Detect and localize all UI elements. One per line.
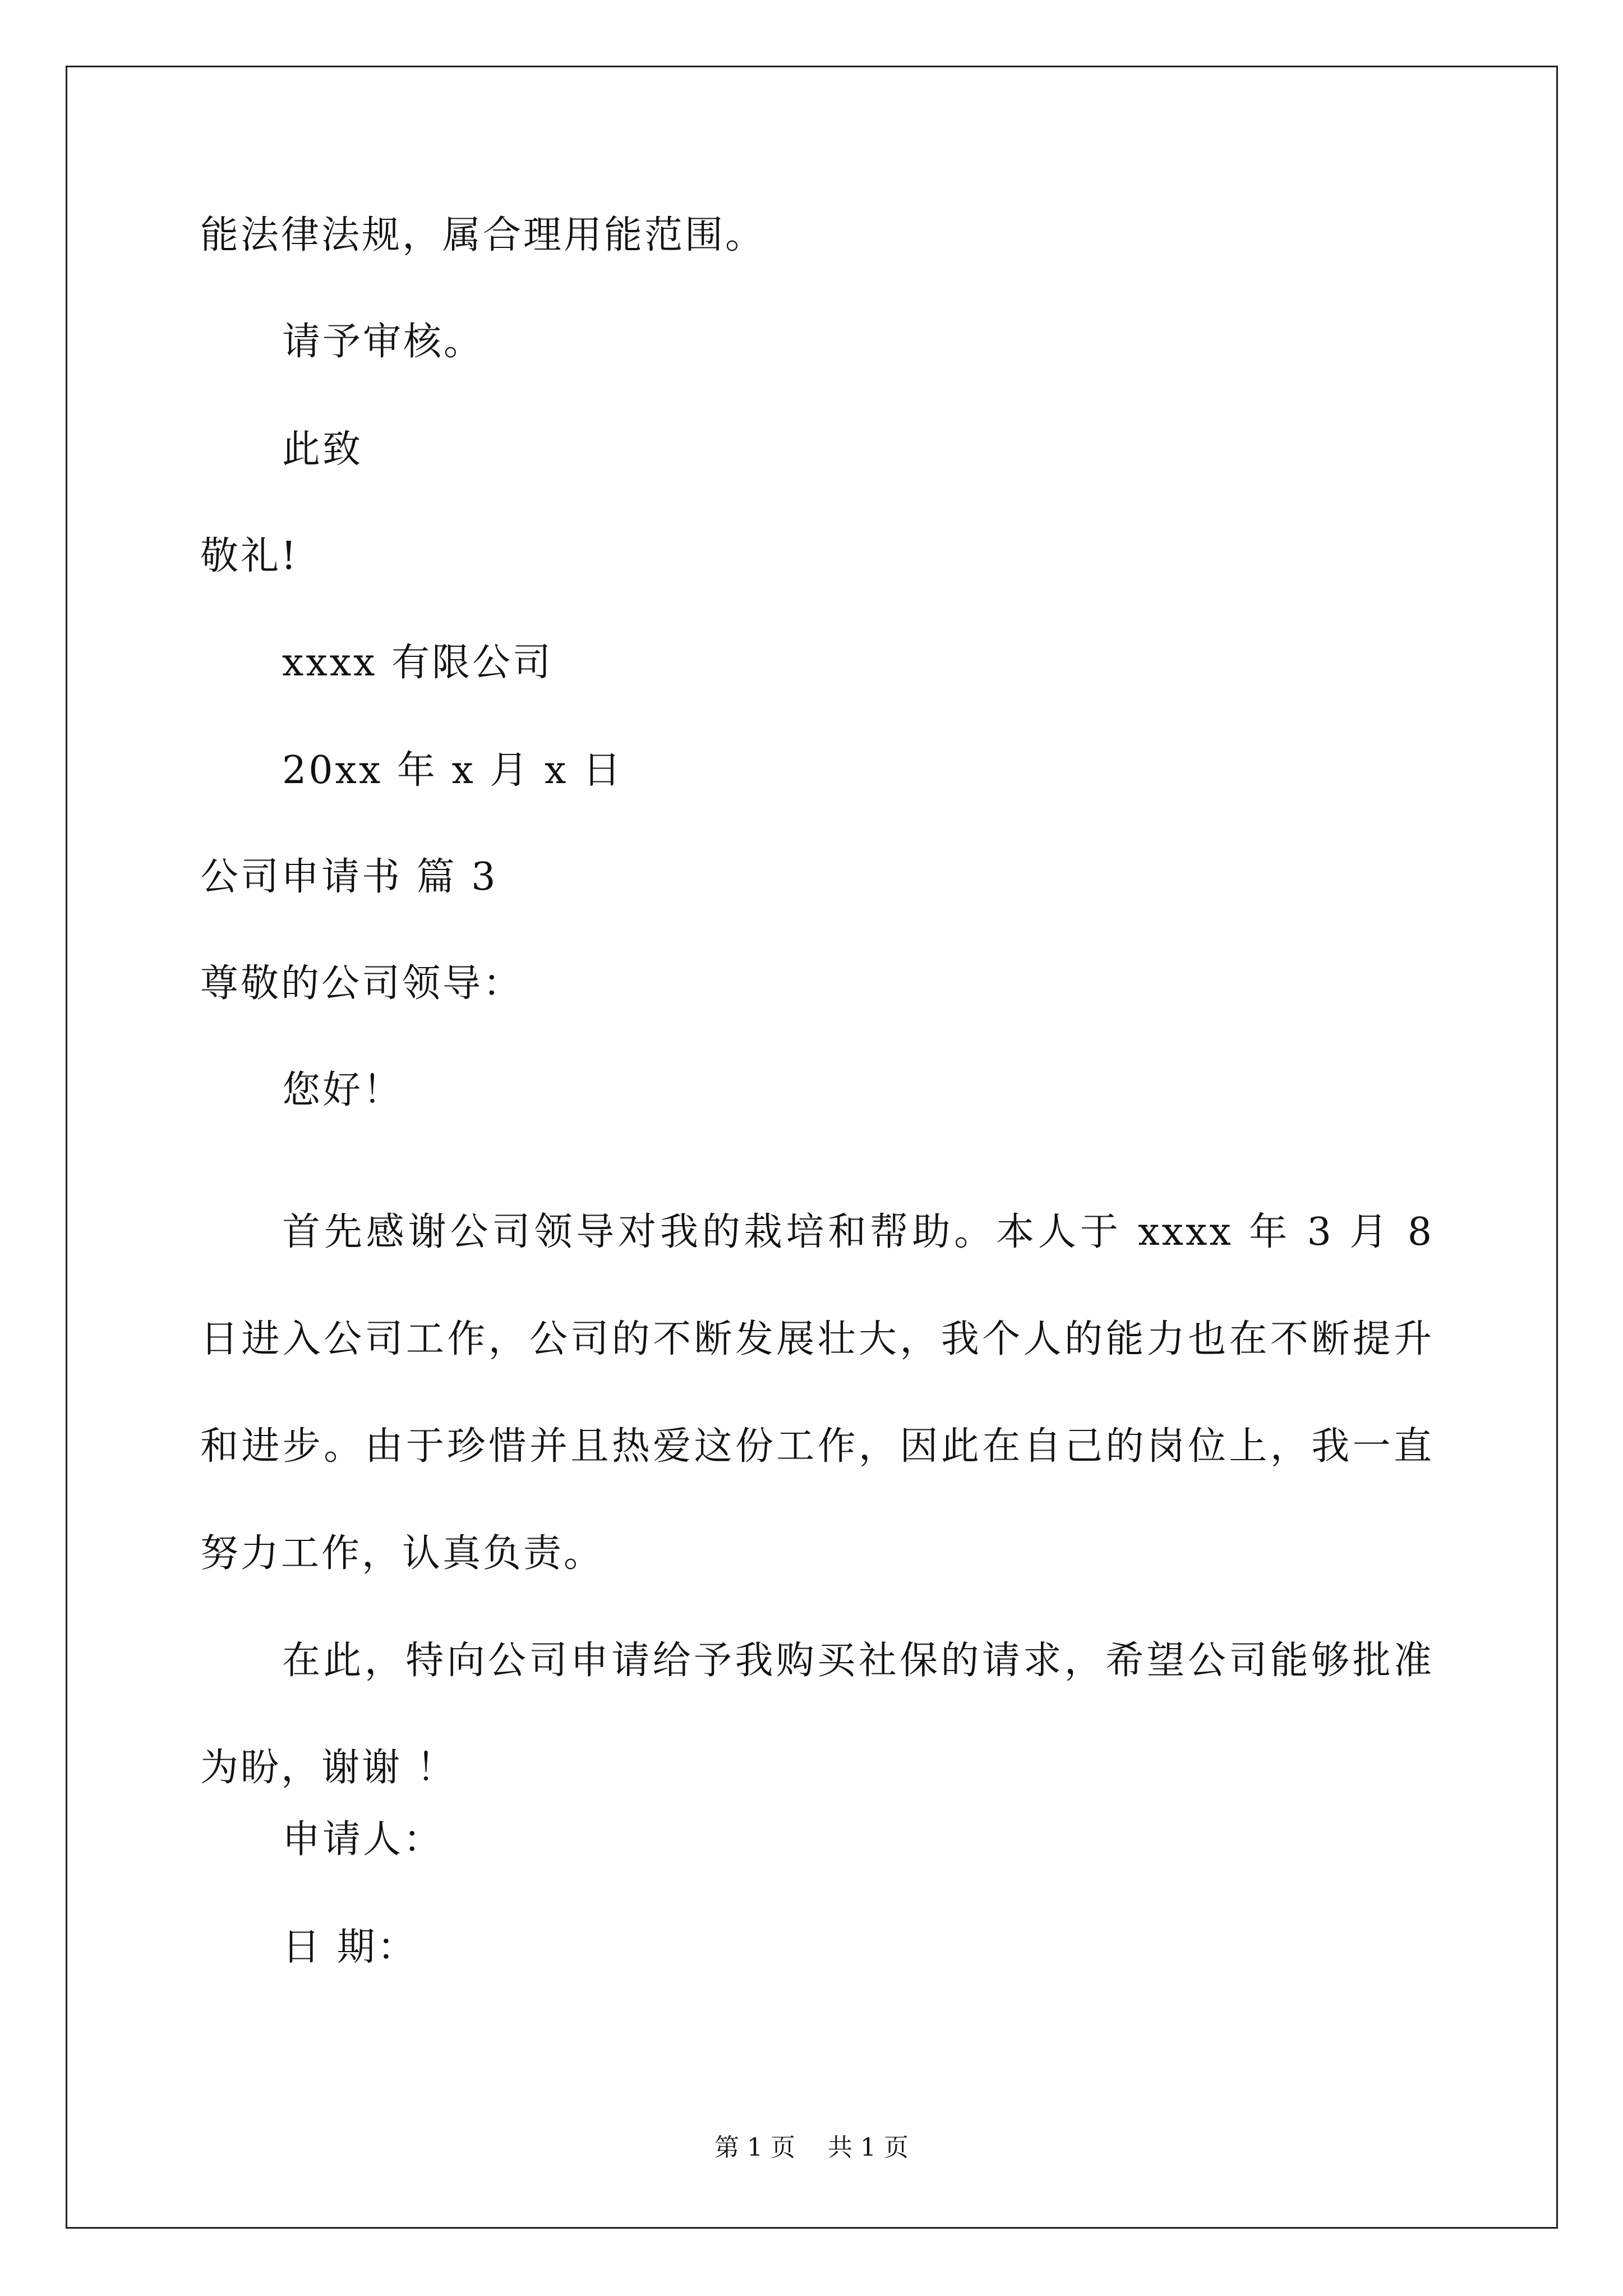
page-footer — [0, 2133, 1623, 2162]
page-number: 第 1 页 — [714, 2133, 795, 2162]
greeting-line: 您好！ — [282, 1068, 404, 1112]
company-name-line: xxxx 有限公司 — [282, 641, 554, 685]
review-request-line: 请予审核。 — [282, 320, 485, 364]
page-border — [66, 66, 1558, 2229]
body-paragraph-2: 在此，特向公司申请给予我购买社保的请求，希望公司能够批准为盼，谢谢 ！ — [200, 1639, 1434, 1790]
page-total: 共 1 页 — [828, 2133, 909, 2162]
section-title: 公司申请书 篇 3 — [200, 855, 498, 899]
applicant-label: 申请人： — [282, 1818, 444, 1862]
addressee-line: 尊敬的公司领导： — [200, 961, 524, 1006]
date-label: 日 期： — [282, 1925, 418, 1970]
regards-line: 敬礼! — [200, 534, 299, 578]
closing-text-line: 能法律法规，属合理用能范围。 — [200, 213, 766, 257]
salutation-close-line: 此致 — [282, 427, 363, 472]
date-line: 20xx 年 x 月 x 日 — [282, 748, 624, 793]
body-paragraph-1: 首先感谢公司领导对我的栽培和帮助。本人于 xxxx 年 3 月 8 日进入公司工作，公司的不断发展壮大，我个人的能力也在不断提升和进步。由于珍惜并且热爱这份工作，因此在自己的岗位上，我一直努力工作，认真负责。 — [200, 1210, 1434, 1576]
